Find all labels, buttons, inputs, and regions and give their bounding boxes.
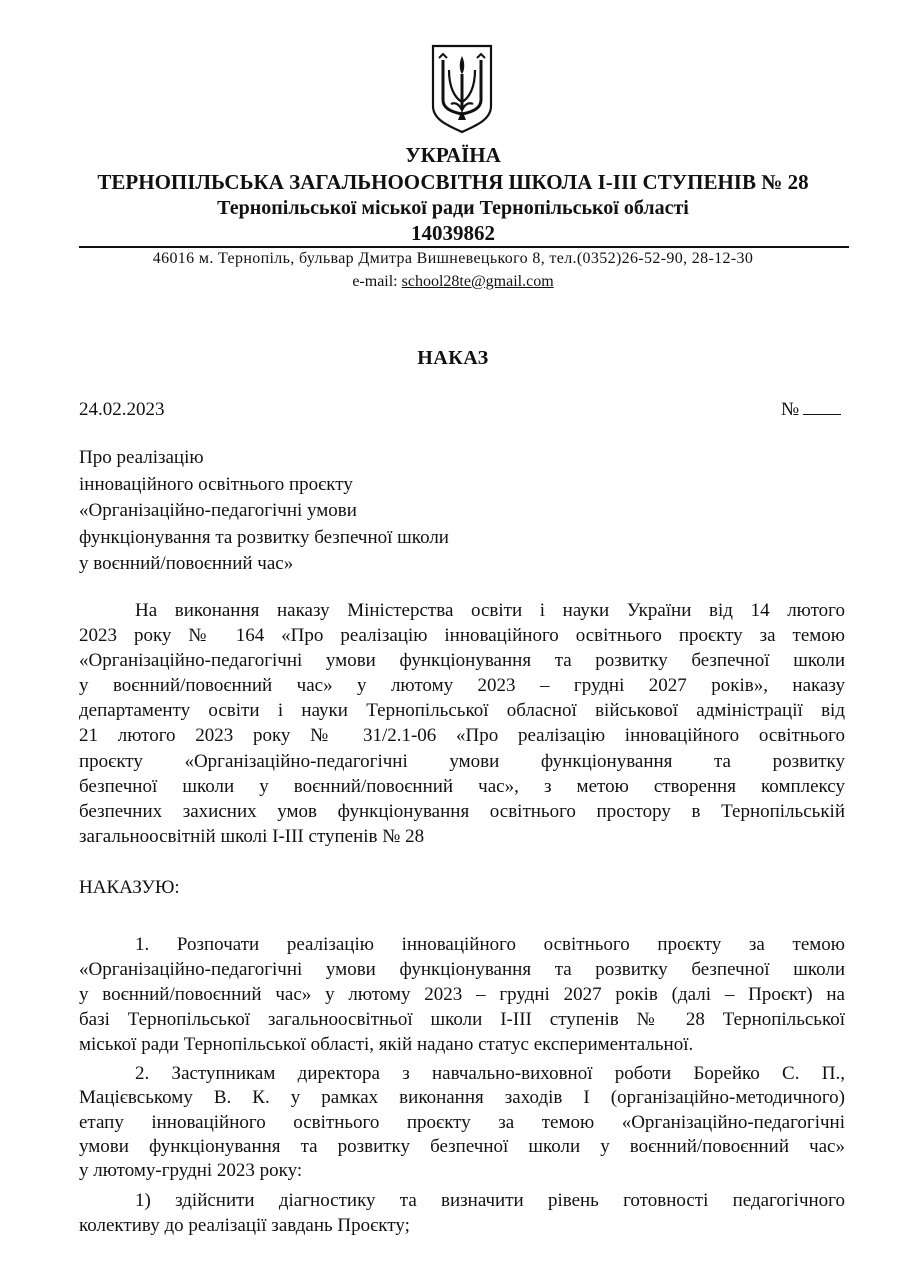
order-item-2 [79, 1061, 845, 1182]
number-blank [803, 398, 841, 415]
item-line: 1) здійснити діагностику та визначити рівень готовності педагогічного [135, 1190, 845, 1211]
item-line: міської ради Тернопільської області, якій надано статус експериментальної. [79, 1034, 694, 1056]
preamble-line: проєкту «Організаційно-педагогічні умови функціонування та розвитку [79, 750, 845, 772]
preamble-line: «Організаційно-педагогічні умови функціонування та розвитку безпечної школи [79, 650, 845, 672]
item-line: етапу інноваційного освітнього проєкту за темою «Організаційно-педагогічні [79, 1111, 845, 1133]
item-line: умови функціонування та розвитку безпечної школи у воєнний/повоєнний час» [79, 1135, 845, 1157]
item-line: у воєнний/повоєнний час» у лютому 2023 – грудні 2027 років (далі – Проєкт) на [79, 984, 845, 1006]
preamble-line: безпечних захисних умов функціонування освітнього простору в Тернопільській [79, 800, 845, 822]
item-line: 1. Розпочати реалізацію інноваційного освітнього проєкту за темою [135, 934, 845, 955]
preamble-line: 2023 року № 164 «Про реалізацію інноваційного освітнього проєкту за темою [79, 625, 845, 647]
institution-code: 14039862 [411, 221, 495, 245]
item-line: 2. Заступникам директора з навчально-виховної роботи Борейко С. П., [135, 1063, 845, 1084]
subject-line: Про реалізацію [79, 447, 204, 468]
document-title: НАКАЗ [417, 347, 489, 369]
preamble-line: у воєнний/повоєнний час» у лютому 2023 – грудні 2027 років», наказу [79, 675, 845, 697]
preamble-line: На виконання наказу Міністерства освіти і науки України від 14 лютого [135, 600, 845, 621]
school-name: ТЕРНОПІЛЬСЬКА ЗАГАЛЬНООСВІТНЯ ШКОЛА І-ІІІ СТУПЕНІВ № 28 [97, 170, 809, 194]
subject-line: інноваційного освітнього проєкту [79, 473, 353, 495]
header-divider [79, 246, 849, 248]
document-date: 24.02.2023 [79, 399, 165, 420]
item-line: «Організаційно-педагогічні умови функціонування та розвитку безпечної школи [79, 959, 845, 981]
subject-line: «Організаційно-педагогічні умови [79, 500, 357, 521]
coat-of-arms-icon [429, 44, 495, 134]
preamble-line: загальноосвітній школі І-ІІІ ступенів № 28 [79, 825, 425, 847]
subject-line: у воєнний/повоєнний час» [79, 553, 294, 574]
preamble-line: департаменту освіти і науки Тернопільської обласної військової адміністрації від [79, 700, 845, 722]
authority-name: Тернопільської міської ради Тернопільської області [217, 197, 689, 219]
subject-line: функціонування та розвитку безпечної школи [79, 526, 449, 548]
order-subject [79, 445, 449, 578]
document-number [781, 398, 841, 422]
item-line: колективу до реалізації завдань Проєкту; [79, 1215, 410, 1237]
email-link[interactable]: school28te@gmail.com [401, 273, 554, 290]
item-line: Мацієвському В. К. у рамках виконання заходів І (організаційно-методичного) [79, 1087, 845, 1109]
item-line: у лютому-грудні 2023 року: [79, 1160, 303, 1182]
order-item-1 [79, 932, 845, 1057]
school-address: 46016 м. Тернопіль, бульвар Дмитра Вишневецького 8, тел.(0352)26-52-90, 28-12-30 [152, 250, 754, 267]
number-label: № [781, 399, 800, 420]
preamble-line: безпечної школи у воєнний/повоєнний час», з метою створення комплексу [79, 775, 845, 797]
email-line [0, 272, 906, 292]
preamble-paragraph [79, 598, 845, 849]
email-label: e-mail: [352, 273, 402, 290]
order-subitem-2-1 [79, 1188, 845, 1238]
item-line: базі Тернопільської загальноосвітньої школи І-ІІІ ступенів № 28 Тернопільської [79, 1009, 845, 1031]
preamble-line: 21 лютого 2023 року № 31/2.1-06 «Про реалізацію інноваційного освітнього [79, 725, 845, 747]
country-name: УКРАЇНА [405, 143, 501, 167]
order-label: НАКАЗУЮ: [79, 877, 180, 898]
